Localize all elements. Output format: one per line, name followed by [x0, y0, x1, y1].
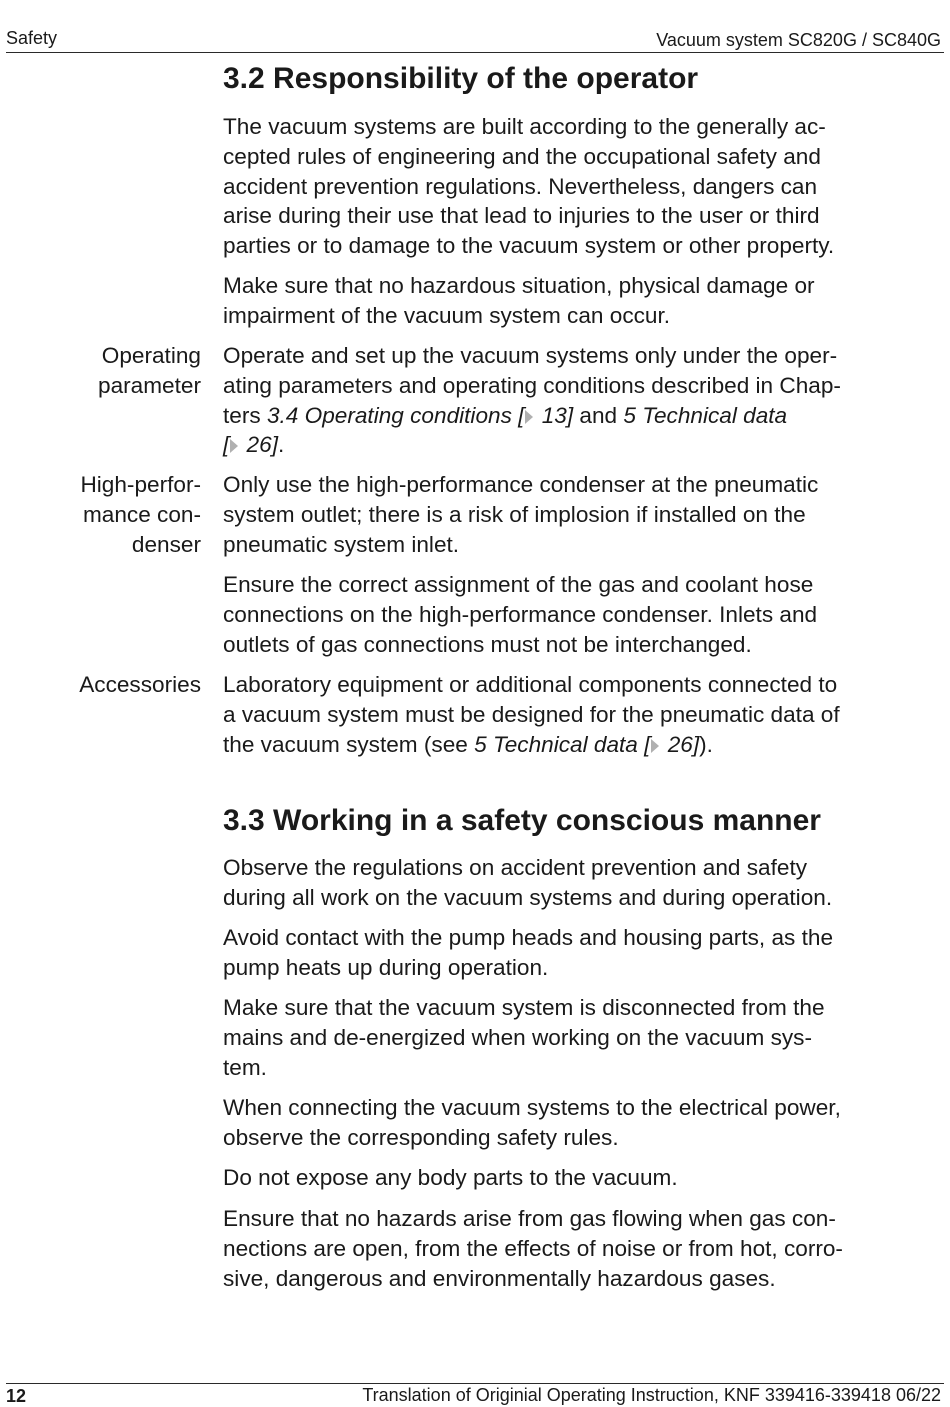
operating-parameter-paragraph — [223, 341, 935, 460]
text-line: system outlet; there is a risk of implosion if installed on the — [223, 501, 806, 527]
text-line: Only use the high-performance condenser at the pneumatic — [223, 472, 819, 497]
margin-label-operating-parameter: Operating parameter — [98, 343, 201, 398]
operator-responsibility-paragraph — [223, 112, 935, 261]
text-line: during all work on the vacuum systems and during operation. — [223, 884, 833, 910]
page-footer — [6, 1383, 944, 1406]
cross-reference-link[interactable]: 5 Technical data [ 26] — [474, 731, 700, 757]
text-line: cepted rules of engineering and the occupational safety and — [223, 143, 821, 169]
text-line: sive, dangerous and environmentally hazardous gases. — [223, 1265, 776, 1291]
text-line: pneumatic system inlet. — [223, 531, 460, 557]
margin-label-condenser: High-perfor- mance con- denser — [80, 472, 201, 557]
header-section-name: Safety — [6, 28, 58, 48]
text-line: accident prevention regulations. Nevertheless, dangers can — [223, 173, 818, 199]
cross-reference-link[interactable]: [ 26] — [223, 432, 278, 458]
text-line: impairment of the vacuum system can occur. — [223, 302, 671, 328]
text-line: Observe the regulations on accident prevention and safety — [223, 855, 808, 880]
text-line: parties or to damage to the vacuum system or other property. — [223, 233, 835, 259]
text-line: The vacuum systems are built according to the generally ac- — [223, 114, 826, 139]
text-line: a vacuum system must be designed for the pneumatic data of — [223, 701, 840, 727]
accessories-paragraph — [223, 670, 935, 759]
text-line: Ensure the correct assignment of the gas and coolant hose — [223, 572, 814, 597]
text-line: When connecting the vacuum systems to the electrical power, — [223, 1095, 841, 1120]
margin-label-accessories: Accessories — [79, 672, 201, 697]
text-line: tem. — [223, 1054, 267, 1080]
text-line: outlets of gas connections must not be interchanged. — [223, 631, 752, 657]
hazard-prevention-paragraph — [223, 271, 935, 331]
page-reference-arrow-icon — [525, 410, 533, 424]
cross-reference-link[interactable]: 3.4 Operating conditions [ 13] — [266, 402, 574, 428]
text-line: observe the corresponding safety rules. — [223, 1124, 619, 1150]
text-line: Make sure that the vacuum system is disconnected from the — [223, 995, 825, 1020]
text-line: Avoid contact with the pump heads and housing parts, as the — [223, 925, 834, 950]
text-line: nections are open, from the effects of noise or from hot, corro- — [223, 1235, 843, 1261]
text-line: arise during their use that lead to injuries to the user or third — [223, 203, 820, 229]
text-line: ters 3.4 Operating conditions [ 13] and 5 Technical data — [223, 402, 788, 428]
cross-reference-link[interactable]: 5 Technical data — [623, 402, 788, 428]
header-product-name: Vacuum system SC820G / SC840G — [656, 30, 941, 50]
safety-paragraph-electrical — [223, 1093, 935, 1153]
page-header — [6, 28, 944, 53]
text-line: Make sure that no hazardous situation, physical damage or — [223, 273, 815, 298]
text-line: connections on the high-performance condenser. Inlets and — [223, 601, 818, 627]
page-number: 12 — [6, 1386, 27, 1406]
safety-paragraph-gas-hazards — [223, 1204, 935, 1293]
text-line: mains and de-energized when working on the vacuum sys- — [223, 1024, 813, 1050]
section-3-3-heading: 3.3 Working in a safety conscious manner — [223, 804, 821, 837]
text-line: pump heats up during operation. — [223, 954, 549, 980]
page-reference-arrow-icon — [651, 739, 659, 753]
text-line: Do not expose any body parts to the vacuum. — [223, 1165, 678, 1190]
condenser-paragraph — [223, 470, 935, 559]
safety-paragraph-regulations — [223, 853, 935, 913]
hose-connections-paragraph — [223, 570, 935, 659]
text-line: Ensure that no hazards arise from gas flowing when gas con- — [223, 1206, 836, 1231]
safety-paragraph-disconnect — [223, 993, 935, 1082]
text-line: Laboratory equipment or additional components connected to — [223, 672, 838, 697]
section-3-2-heading: 3.2 Responsibility of the operator — [223, 62, 699, 95]
text-line: ating parameters and operating conditions described in Chap- — [223, 372, 841, 398]
text-line: [ 26]. — [223, 432, 285, 458]
text-line: Operate and set up the vacuum systems only under the oper- — [223, 343, 838, 368]
safety-paragraph-body-parts — [223, 1163, 935, 1193]
page-reference-arrow-icon — [230, 439, 238, 453]
text-line: the vacuum system (see 5 Technical data [ 26]). — [223, 731, 713, 757]
safety-paragraph-pump-heads — [223, 923, 935, 983]
footer-document-info: Translation of Originial Operating Instruction, KNF 339416-339418 06/22 — [362, 1385, 941, 1405]
